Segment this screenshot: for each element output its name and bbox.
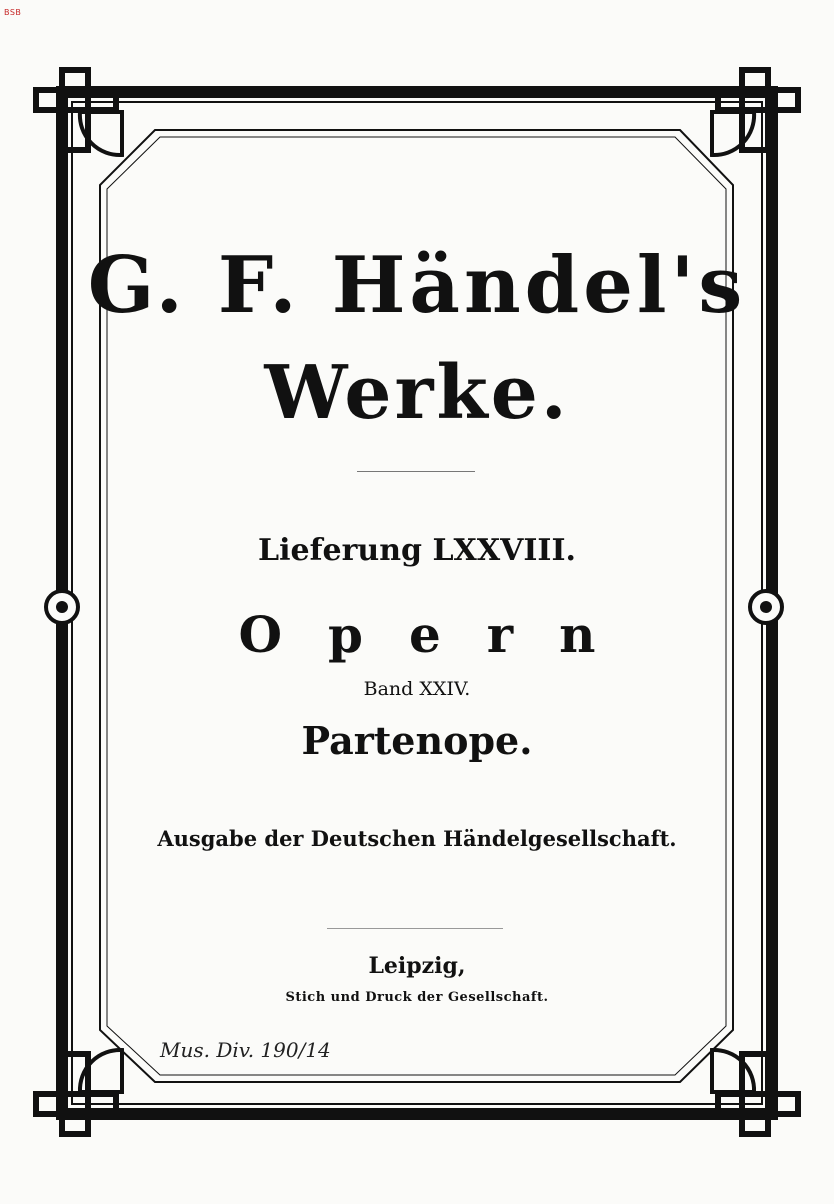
imprint-city: Leipzig,: [368, 953, 466, 979]
issue-number: Lieferung LXXVIII.: [258, 533, 576, 568]
divider-rule: [327, 928, 503, 929]
title-line-2: Werke.: [264, 350, 570, 436]
corner-ornament-br: [712, 1050, 798, 1134]
section-heading: Opern: [238, 605, 642, 664]
corner-ornament-tr: [712, 70, 798, 155]
corner-ornament-bl: [36, 1050, 122, 1134]
imprint-printer: Stich und Druck der Gesellschaft.: [285, 990, 549, 1005]
handwritten-shelfmark: Mus. Div. 190/14: [160, 1038, 331, 1062]
corner-ornament-tl: [36, 70, 122, 155]
volume-number: Band XXIV.: [363, 678, 471, 700]
library-stamp: BSB: [4, 8, 22, 17]
edition-statement: Ausgabe der Deutschen Händelgesellschaft.: [157, 826, 677, 851]
title-line-1: G. F. Händel's: [87, 240, 747, 331]
divider-rule: [357, 471, 475, 472]
work-title: Partenope.: [301, 718, 533, 763]
